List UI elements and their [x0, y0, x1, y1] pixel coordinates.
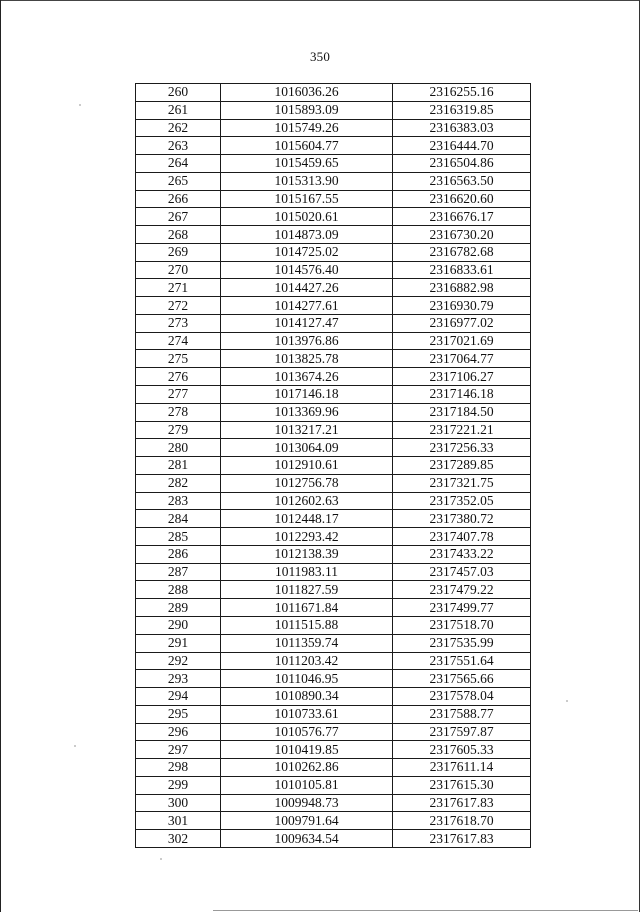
y-coordinate-cell: 2316977.02 — [393, 314, 531, 332]
table-row — [136, 581, 531, 599]
x-coordinate-cell: 1011827.59 — [221, 581, 393, 599]
table-row — [136, 634, 531, 652]
x-coordinate-cell: 1010733.61 — [221, 705, 393, 723]
y-coordinate-cell: 2317611.14 — [393, 759, 531, 777]
point-number-cell: 300 — [136, 794, 221, 812]
x-coordinate-cell: 1009948.73 — [221, 794, 393, 812]
y-coordinate-cell: 2317352.05 — [393, 492, 531, 510]
x-coordinate-cell: 1014725.02 — [221, 243, 393, 261]
table-row — [136, 314, 531, 332]
table-row — [136, 119, 531, 137]
table-row — [136, 261, 531, 279]
coordinates-table-body — [136, 84, 531, 848]
x-coordinate-cell: 1013064.09 — [221, 439, 393, 457]
point-number-cell: 297 — [136, 741, 221, 759]
y-coordinate-cell: 2317535.99 — [393, 634, 531, 652]
y-coordinate-cell: 2316782.68 — [393, 243, 531, 261]
x-coordinate-cell: 1016036.26 — [221, 84, 393, 102]
point-number-cell: 293 — [136, 670, 221, 688]
y-coordinate-cell: 2316319.85 — [393, 101, 531, 119]
x-coordinate-cell: 1015893.09 — [221, 101, 393, 119]
table-row — [136, 386, 531, 404]
x-coordinate-cell: 1015749.26 — [221, 119, 393, 137]
point-number-cell: 283 — [136, 492, 221, 510]
y-coordinate-cell: 2316930.79 — [393, 297, 531, 315]
table-row — [136, 812, 531, 830]
x-coordinate-cell: 1010890.34 — [221, 688, 393, 706]
scan-speck — [79, 104, 81, 106]
table-row — [136, 101, 531, 119]
point-number-cell: 280 — [136, 439, 221, 457]
point-number-cell: 262 — [136, 119, 221, 137]
y-coordinate-cell: 2316504.86 — [393, 155, 531, 173]
x-coordinate-cell: 1012448.17 — [221, 510, 393, 528]
table-row — [136, 439, 531, 457]
y-coordinate-cell: 2317321.75 — [393, 474, 531, 492]
point-number-cell: 276 — [136, 368, 221, 386]
y-coordinate-cell: 2317618.70 — [393, 812, 531, 830]
y-coordinate-cell: 2316563.50 — [393, 172, 531, 190]
x-coordinate-cell: 1012138.39 — [221, 545, 393, 563]
table-row — [136, 705, 531, 723]
table-row — [136, 741, 531, 759]
table-row — [136, 830, 531, 848]
point-number-cell: 278 — [136, 403, 221, 421]
scan-speck — [566, 700, 568, 702]
point-number-cell: 261 — [136, 101, 221, 119]
y-coordinate-cell: 2317184.50 — [393, 403, 531, 421]
point-number-cell: 295 — [136, 705, 221, 723]
x-coordinate-cell: 1017146.18 — [221, 386, 393, 404]
point-number-cell: 294 — [136, 688, 221, 706]
table-row — [136, 279, 531, 297]
x-coordinate-cell: 1009791.64 — [221, 812, 393, 830]
point-number-cell: 274 — [136, 332, 221, 350]
y-coordinate-cell: 2317578.04 — [393, 688, 531, 706]
table-row — [136, 403, 531, 421]
y-coordinate-cell: 2317106.27 — [393, 368, 531, 386]
table-row — [136, 208, 531, 226]
table-row — [136, 759, 531, 777]
x-coordinate-cell: 1012910.61 — [221, 457, 393, 475]
y-coordinate-cell: 2317146.18 — [393, 386, 531, 404]
table-row — [136, 652, 531, 670]
table-row — [136, 474, 531, 492]
x-coordinate-cell: 1015459.65 — [221, 155, 393, 173]
point-number-cell: 264 — [136, 155, 221, 173]
x-coordinate-cell: 1013217.21 — [221, 421, 393, 439]
page-number: 350 — [309, 49, 331, 64]
point-number-cell: 299 — [136, 776, 221, 794]
point-number-cell: 279 — [136, 421, 221, 439]
x-coordinate-cell: 1010576.77 — [221, 723, 393, 741]
x-coordinate-cell: 1015604.77 — [221, 137, 393, 155]
y-coordinate-cell: 2317064.77 — [393, 350, 531, 368]
table-row — [136, 563, 531, 581]
table-row — [136, 670, 531, 688]
x-coordinate-cell: 1014576.40 — [221, 261, 393, 279]
point-number-cell: 272 — [136, 297, 221, 315]
x-coordinate-cell: 1011359.74 — [221, 634, 393, 652]
y-coordinate-cell: 2317597.87 — [393, 723, 531, 741]
y-coordinate-cell: 2316833.61 — [393, 261, 531, 279]
y-coordinate-cell: 2317518.70 — [393, 616, 531, 634]
point-number-cell: 298 — [136, 759, 221, 777]
x-coordinate-cell: 1013976.86 — [221, 332, 393, 350]
x-coordinate-cell: 1009634.54 — [221, 830, 393, 848]
y-coordinate-cell: 2317289.85 — [393, 457, 531, 475]
point-number-cell: 260 — [136, 84, 221, 102]
point-number-cell: 285 — [136, 528, 221, 546]
x-coordinate-cell: 1012293.42 — [221, 528, 393, 546]
point-number-cell: 288 — [136, 581, 221, 599]
x-coordinate-cell: 1013369.96 — [221, 403, 393, 421]
y-coordinate-cell: 2317433.22 — [393, 545, 531, 563]
y-coordinate-cell: 2317551.64 — [393, 652, 531, 670]
point-number-cell: 302 — [136, 830, 221, 848]
x-coordinate-cell: 1013825.78 — [221, 350, 393, 368]
y-coordinate-cell: 2317615.30 — [393, 776, 531, 794]
table-row — [136, 155, 531, 173]
y-coordinate-cell: 2317479.22 — [393, 581, 531, 599]
table-row — [136, 350, 531, 368]
table-row — [136, 368, 531, 386]
point-number-cell: 290 — [136, 616, 221, 634]
x-coordinate-cell: 1010262.86 — [221, 759, 393, 777]
point-number-cell: 281 — [136, 457, 221, 475]
point-number-cell: 292 — [136, 652, 221, 670]
table-row — [136, 297, 531, 315]
x-coordinate-cell: 1015020.61 — [221, 208, 393, 226]
x-coordinate-cell: 1015167.55 — [221, 190, 393, 208]
y-coordinate-cell: 2317407.78 — [393, 528, 531, 546]
y-coordinate-cell: 2317221.21 — [393, 421, 531, 439]
point-number-cell: 265 — [136, 172, 221, 190]
table-row — [136, 794, 531, 812]
x-coordinate-cell: 1014277.61 — [221, 297, 393, 315]
y-coordinate-cell: 2317256.33 — [393, 439, 531, 457]
point-number-cell: 286 — [136, 545, 221, 563]
table-row — [136, 723, 531, 741]
point-number-cell: 289 — [136, 599, 221, 617]
y-coordinate-cell: 2317588.77 — [393, 705, 531, 723]
point-number-cell: 296 — [136, 723, 221, 741]
point-number-cell: 267 — [136, 208, 221, 226]
scan-speck — [160, 858, 162, 860]
table-row — [136, 172, 531, 190]
point-number-cell: 268 — [136, 226, 221, 244]
table-row — [136, 137, 531, 155]
table-row — [136, 776, 531, 794]
point-number-cell: 287 — [136, 563, 221, 581]
table-row — [136, 226, 531, 244]
table-row — [136, 545, 531, 563]
x-coordinate-cell: 1010105.81 — [221, 776, 393, 794]
table-row — [136, 421, 531, 439]
table-row — [136, 190, 531, 208]
y-coordinate-cell: 2316444.70 — [393, 137, 531, 155]
x-coordinate-cell: 1011671.84 — [221, 599, 393, 617]
table-row — [136, 492, 531, 510]
point-number-cell: 275 — [136, 350, 221, 368]
y-coordinate-cell: 2316620.60 — [393, 190, 531, 208]
scan-edge-bottom — [213, 910, 638, 911]
y-coordinate-cell: 2316730.20 — [393, 226, 531, 244]
coordinates-table-container — [135, 83, 530, 848]
table-row — [136, 332, 531, 350]
point-number-cell: 269 — [136, 243, 221, 261]
y-coordinate-cell: 2317380.72 — [393, 510, 531, 528]
point-number-cell: 301 — [136, 812, 221, 830]
x-coordinate-cell: 1014427.26 — [221, 279, 393, 297]
point-number-cell: 271 — [136, 279, 221, 297]
table-row — [136, 457, 531, 475]
x-coordinate-cell: 1015313.90 — [221, 172, 393, 190]
table-row — [136, 599, 531, 617]
table-row — [136, 616, 531, 634]
scan-edge-top — [0, 0, 640, 1]
x-coordinate-cell: 1014127.47 — [221, 314, 393, 332]
table-row — [136, 688, 531, 706]
x-coordinate-cell: 1014873.09 — [221, 226, 393, 244]
y-coordinate-cell: 2317565.66 — [393, 670, 531, 688]
point-number-cell: 266 — [136, 190, 221, 208]
y-coordinate-cell: 2317617.83 — [393, 830, 531, 848]
scan-edge-left — [0, 0, 1, 912]
y-coordinate-cell: 2317605.33 — [393, 741, 531, 759]
y-coordinate-cell: 2317021.69 — [393, 332, 531, 350]
point-number-cell: 277 — [136, 386, 221, 404]
x-coordinate-cell: 1011046.95 — [221, 670, 393, 688]
x-coordinate-cell: 1011203.42 — [221, 652, 393, 670]
table-row — [136, 510, 531, 528]
point-number-cell: 284 — [136, 510, 221, 528]
point-number-cell: 270 — [136, 261, 221, 279]
scan-speck — [74, 745, 76, 747]
point-number-cell: 273 — [136, 314, 221, 332]
point-number-cell: 291 — [136, 634, 221, 652]
x-coordinate-cell: 1011983.11 — [221, 563, 393, 581]
y-coordinate-cell: 2316676.17 — [393, 208, 531, 226]
table-row — [136, 243, 531, 261]
x-coordinate-cell: 1012756.78 — [221, 474, 393, 492]
point-number-cell: 263 — [136, 137, 221, 155]
table-row — [136, 528, 531, 546]
table-row — [136, 84, 531, 102]
x-coordinate-cell: 1012602.63 — [221, 492, 393, 510]
x-coordinate-cell: 1011515.88 — [221, 616, 393, 634]
x-coordinate-cell: 1013674.26 — [221, 368, 393, 386]
y-coordinate-cell: 2316383.03 — [393, 119, 531, 137]
y-coordinate-cell: 2317617.83 — [393, 794, 531, 812]
y-coordinate-cell: 2316882.98 — [393, 279, 531, 297]
y-coordinate-cell: 2316255.16 — [393, 84, 531, 102]
coordinates-table — [135, 83, 531, 848]
y-coordinate-cell: 2317499.77 — [393, 599, 531, 617]
x-coordinate-cell: 1010419.85 — [221, 741, 393, 759]
point-number-cell: 282 — [136, 474, 221, 492]
y-coordinate-cell: 2317457.03 — [393, 563, 531, 581]
